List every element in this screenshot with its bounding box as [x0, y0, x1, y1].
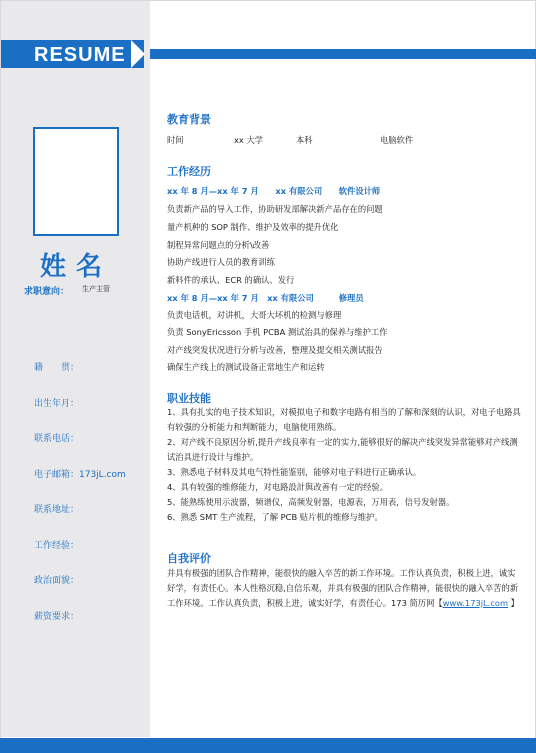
header-rule: [150, 49, 536, 59]
skills-list: [167, 405, 521, 525]
field-email: 电子邮箱：173jL.com: [34, 470, 126, 480]
field-address: 联系地址：: [34, 505, 80, 515]
edu-time: 时间: [167, 135, 184, 145]
job-intent-value: 生产主管: [82, 285, 110, 293]
job2-line: 对产线突发状况进行分析与改善，整理及提交相关测试报告: [167, 345, 383, 355]
field-politics: 政治面貌：: [34, 576, 80, 586]
skill-item: 6、熟悉 SMT 生产流程，了解 PCB 贴片机的维修与维护。: [167, 512, 383, 522]
job2-line: 负责 SonyEricsson 手机 PCBA 测试治具的保养与维护工作: [167, 327, 388, 337]
field-native-place: 籍 贯：: [34, 363, 80, 373]
banner-notch: [131, 40, 145, 68]
section-title-education: 教育背景: [167, 113, 211, 126]
photo-placeholder[interactable]: [33, 127, 119, 236]
section-title-self-eval: 自我评价: [167, 552, 211, 565]
skill-item: 4、具有较强的维修能力，对电路設計與改善有一定的经验。: [167, 482, 388, 492]
self-eval-body: 并具有极强的团队合作精神，能很快的融入卒苦的新工作环境。工作认真负责，积极上进，诚实好学，有责任心。本人性格沉稳,自信乐观，并具有极强的团队合作精神，能很快的融入卒苦的新工作环境。工作认真负责，积极上进，诚实好学，有责任心。173 简历网【: [167, 568, 519, 608]
website-link[interactable]: www.173jL.com: [442, 598, 509, 608]
skill-item: 5、能熟练使用示波器，频谱仪，高频发射器，电源表，万用表，信号发射器。: [167, 497, 455, 507]
skill-item: 1、具有扎实的电子技术知识，对模拟电子和数字电路有相当的了解和深刻的认识，对电子电路具有较强的分析能力和判断能力，电脑使用熟练。: [167, 407, 521, 432]
job1-line: 负责新产品的导入工作，协助研发部解决新产品存在的问题: [167, 204, 383, 214]
bottom-bar: [0, 738, 536, 753]
skill-item: 2、对产线不良原因分析,提升产线良率有一定的实力,能够很好的解决产线突发异常能够对产线测试治具进行设计与维护。: [167, 437, 518, 462]
section-title-skills: 职业技能: [167, 392, 211, 405]
job2-line: 确保生产线上的测试设备正常地生产和运转: [167, 362, 325, 372]
resume-title: RESUME: [34, 44, 126, 66]
self-eval-text: [167, 566, 521, 611]
candidate-name: 姓名: [40, 252, 113, 282]
job-intent-label: 求职意向：: [24, 287, 70, 297]
job2-line: 负责电话机，对讲机，大哥大坏机的检测与修理: [167, 310, 342, 320]
field-birth-date: 出生年月：: [34, 399, 80, 409]
job1-line: 新料件的承认、ECR 的确认、发行: [167, 275, 295, 285]
job1-line: 协助产线进行人员的教育训练: [167, 257, 275, 267]
job1-line: 量产机种的 SOP 制作、维护及效率的提升优化: [167, 222, 339, 232]
skill-item: 3、熟悉电子材料及其电气特性能鉴别，能够对电子料进行正确承认。: [167, 467, 422, 477]
job2-header: xx 年 8 月—xx 年 7 月 xx 有限公司 修理员: [167, 293, 364, 303]
field-phone: 联系电话：: [34, 434, 80, 444]
section-title-experience: 工作经历: [167, 165, 211, 178]
field-experience: 工作经验：: [34, 541, 80, 551]
edu-degree: 本科: [296, 135, 313, 145]
self-eval-suffix: 】: [508, 598, 519, 608]
field-salary: 薪资要求：: [34, 612, 80, 622]
job1-line: 制程异常问题点的分析\改善: [167, 240, 270, 250]
job1-header: xx 年 8 月—xx 年 7 月 xx 有限公司 软件设计师: [167, 186, 381, 196]
edu-school: xx 大学: [234, 135, 264, 145]
edu-major: 电脑软件: [380, 135, 414, 145]
